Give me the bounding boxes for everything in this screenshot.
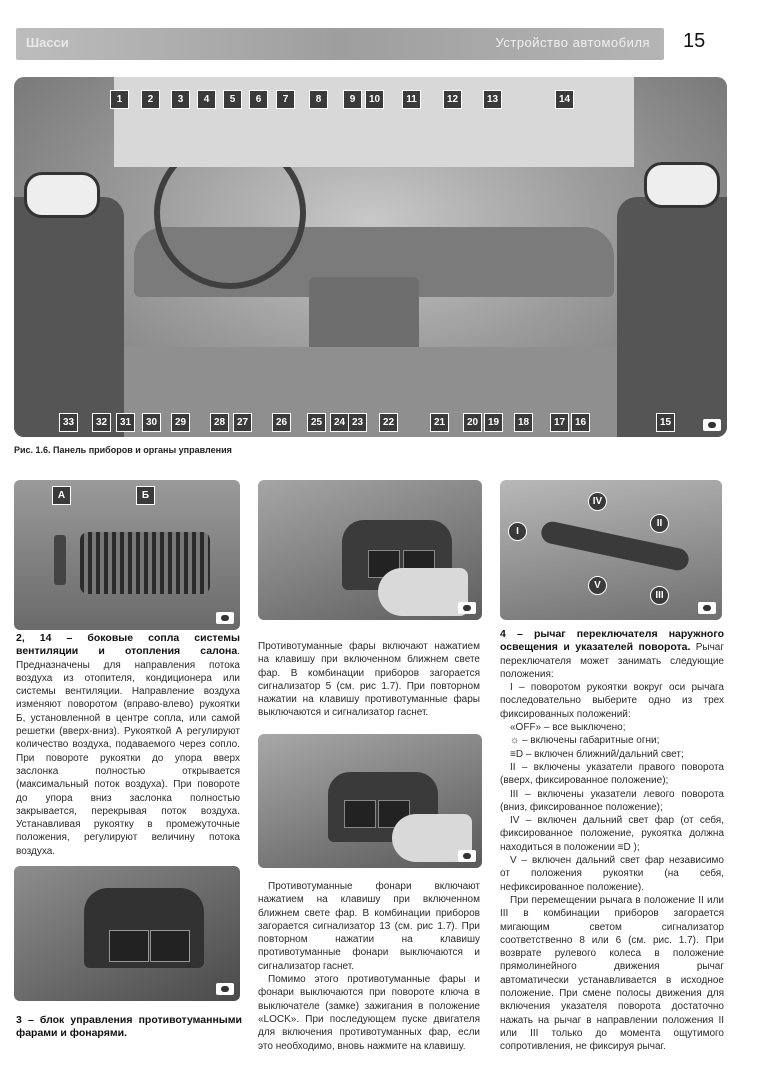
fog-block-heading [16, 1014, 242, 1041]
fog-switch-photo-1 [258, 480, 482, 620]
callout-17: 17 [550, 413, 569, 432]
callout-16: 16 [571, 413, 590, 432]
lever-item-4: ≡D – включен ближний/дальний свет; [510, 748, 684, 760]
page-header-bar [16, 28, 664, 60]
lever-item-7: IV – включен дальний свет фар (от себя, фиксированное положение, рукоятка должна находиться в положении ≡D ); [500, 815, 724, 853]
fog-lights-paragraph: Противотуманные фары включают нажатием на клавишу при включенном ближнем свете фар. В комбинации приборов загорается сигнализатор 5 (см. рис 1.7). При повторном нажатии на клавишу противотуманные фары выключаются и сигнализатор гаснет. [258, 641, 480, 719]
callout-19: 19 [484, 413, 503, 432]
callout-26: 26 [272, 413, 291, 432]
right-mirror [644, 162, 720, 208]
page-number: 15 [683, 30, 706, 52]
callout-32: 32 [92, 413, 111, 432]
lever-item-2: «OFF» – все выключено; [510, 722, 626, 734]
callout-2: 2 [141, 90, 160, 109]
lever-paragraph: При перемещении рычага в положение II или III в комбинации приборов загорается мигающим светом сигнализатор соответственно 8 или 6 (см. рис. 1.7). При возврате рулевого колеса в положение прямолинейного движения рычаг автоматически устанавливается в исходное положение. При смене полосы движения для включения указателя поворота достаточно нажать на рычаг в направлении положения II или III только до момента ощутимого сопротивления, не фиксируя рычаг. [500, 894, 724, 1053]
callout-13: 13 [483, 90, 502, 109]
left-mirror [24, 172, 100, 218]
finger [378, 568, 468, 616]
fog-lamps-paragraph: Противотуманные фонари включают нажатием на клавишу при включенном ближнем свете фар. В комбинации приборов загорается сигнализатор 13 (см. рис 1.7). При повторном нажатии на клавишу противотуманные фонари выключаются и сигнализатор гаснет. [258, 881, 480, 972]
vent-grille [80, 532, 210, 594]
column-2-text-2 [258, 880, 480, 1053]
callout-3: 3 [171, 90, 190, 109]
camera-icon [698, 602, 716, 614]
callout-31: 31 [116, 413, 135, 432]
callout-24: 24 [330, 413, 349, 432]
callout-15: 15 [656, 413, 675, 432]
camera-icon [703, 419, 721, 431]
vent-heading: 2, 14 – боковые сопла системы вентиляции и отопления салона [16, 632, 240, 658]
callout-4: 4 [197, 90, 216, 109]
camera-icon [216, 612, 234, 624]
callout-29: 29 [171, 413, 190, 432]
fog-block-title: 3 – блок управления противотуманными фарами и фонарями. [16, 1014, 242, 1040]
lever-heading: 4 – рычаг переключателя наружного освещения и указателей поворота. [500, 628, 724, 654]
column-3-text [500, 628, 724, 1054]
fog-switch-photo-3 [258, 734, 482, 868]
callout-10: 10 [365, 90, 384, 109]
lever-intro [500, 628, 724, 681]
lever-position-iv: IV [588, 492, 607, 511]
callout-18: 18 [514, 413, 533, 432]
lever-intro-text: Рычаг переключателя может занимать следующие положения: [500, 642, 725, 680]
lever-position-v: V [588, 576, 607, 595]
callout-27: 27 [233, 413, 252, 432]
lever-item-8: V – включен дальний свет фар независимо от положения рукоятки (на себя, нефиксированное положение). [500, 855, 724, 893]
callout-9: 9 [343, 90, 362, 109]
header-section-left: Шасси [26, 35, 69, 50]
lever-item-3: ☼ – включены габаритные огни; [510, 735, 660, 747]
column-1-text: 2, 14 – боковые сопла системы вентиляции и отопления салона. Предназначены для направления потока воздуха из отопителя, кондиционера или системы вентиляции. Направление воздуха изменяют поворотом (вправо-влево) рукоятки Б, установленной в центре сопла, или самой решетки (вверх-вниз). Рукояткой А регулируют количество воздуха, подаваемого через сопло. При повороте рукоятки до упора вверх заслонка полностью открывается (максимальный поток воздуха). При повороте до упора вниз заслонка полностью закрывается, перекрывая поток воздуха. Устанавливая рукоятку в промежуточные положения, регулируют величину потока воздуха. [16, 632, 240, 857]
camera-icon [458, 850, 476, 862]
callout-28: 28 [210, 413, 229, 432]
callout-30: 30 [142, 413, 161, 432]
vent-photo [14, 480, 240, 630]
callout-5: 5 [223, 90, 242, 109]
callout-12: 12 [443, 90, 462, 109]
callout-21: 21 [430, 413, 449, 432]
callout-1: 1 [110, 90, 129, 109]
header-section-right: Устройство автомобиля [495, 35, 650, 50]
dashboard-photo [14, 77, 727, 437]
left-door [14, 197, 124, 437]
vent-label-b: Б [136, 486, 155, 505]
lever-position-ii: II [650, 514, 669, 533]
callout-25: 25 [307, 413, 326, 432]
callout-11: 11 [402, 90, 421, 109]
callout-20: 20 [463, 413, 482, 432]
figure-caption: Рис. 1.6. Панель приборов и органы управления [14, 445, 232, 455]
column-2-text-1 [258, 640, 480, 720]
lever-item-5: II – включены указатели правого поворота (вверх, фиксированное положение); [500, 761, 724, 787]
callout-23: 23 [348, 413, 367, 432]
callout-14: 14 [555, 90, 574, 109]
fog-light-key [109, 930, 149, 962]
vent-body: Предназначены для направления потока воздуха из отопителя, кондиционера или системы вентиляции. Направление воздуха изменяют поворотом (вправо-влево) рукоятки Б, установленной в центре сопла, или самой решетки (вверх-вниз). Рукояткой А регулируют количество воздуха, подаваемого через сопло. При повороте рукоятки до упора вверх заслонка полностью открывается (максимальный поток воздуха). При повороте до упора вниз заслонка полностью закрывается, перекрывая поток воздуха. Устанавливая рукоятку в промежуточные положения, регулируют величину потока воздуха. [16, 659, 240, 857]
fog-lamp-key [150, 930, 190, 962]
vent-label-a: А [52, 486, 71, 505]
fog-light-key [344, 800, 376, 828]
callout-7: 7 [276, 90, 295, 109]
lever-item-6: III – включены указатели левого поворота (вниз, фиксированное положение); [500, 788, 724, 813]
callout-6: 6 [249, 90, 268, 109]
lever-position-i: I [508, 522, 527, 541]
lever-position-iii: III [650, 586, 669, 605]
fog-off-paragraph: Помимо этого противотуманные фары и фонари выключаются при повороте ключа в выключателе (замке) зажигания в положение «LOCK». При последующем пуске двигателя для включения противотуманных фар, если это необходимо, вновь нажмите на клавишу. [258, 974, 480, 1052]
camera-icon [216, 983, 234, 995]
callout-8: 8 [309, 90, 328, 109]
fog-switch-photo-2 [14, 866, 240, 1001]
callout-22: 22 [379, 413, 398, 432]
vent-knob-a [54, 535, 66, 585]
lever-item-1: I – поворотом рукоятки вокруг оси рычага последовательно выберите одно из трех фиксированных положений: [500, 682, 724, 720]
light-switch-lever-photo [500, 480, 722, 620]
floor [124, 347, 617, 437]
callout-33: 33 [59, 413, 78, 432]
camera-icon [458, 602, 476, 614]
right-door [617, 197, 727, 437]
